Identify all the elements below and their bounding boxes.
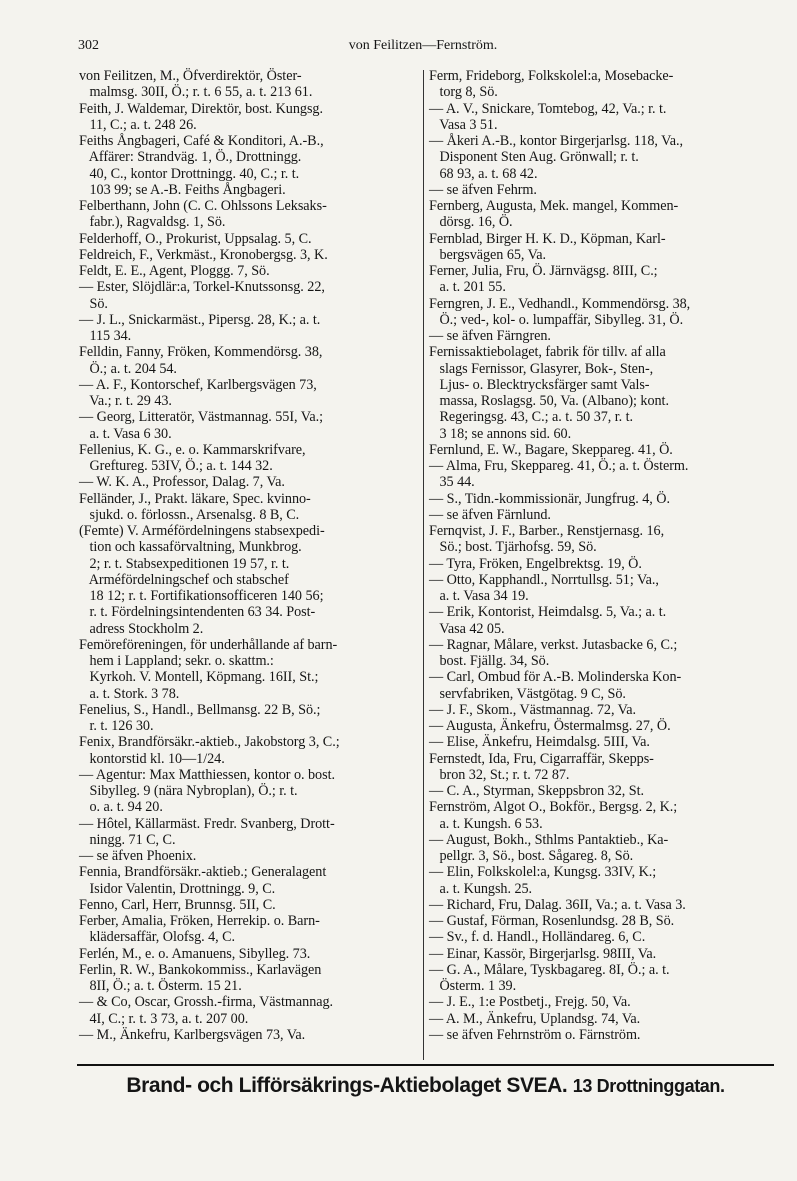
directory-entry-line: 2; r. t. Stabsexpeditionen 19 57, r. t. bbox=[79, 555, 290, 572]
footer-divider bbox=[77, 1064, 774, 1066]
directory-entry-line: o. a. t. 94 20. bbox=[79, 799, 163, 816]
directory-entry-line: Ferlén, M., e. o. Amanuens, Sibylleg. 73. bbox=[79, 945, 311, 962]
directory-entry-line: Vasa 42 05. bbox=[429, 620, 505, 637]
directory-entry-line: 68 93, a. t. 68 42. bbox=[429, 165, 538, 182]
directory-entry-line: bron 32, St.; r. t. 72 87. bbox=[429, 766, 570, 783]
directory-entry-line: — J. F., Skom., Västmannag. 72, Va. bbox=[429, 701, 637, 718]
directory-entry-line: — se äfven Fehrm. bbox=[429, 181, 537, 198]
directory-entry-line: r. t. Fördelningsintendenten 63 34. Post- bbox=[79, 604, 316, 621]
directory-entry-line: — se äfven Färngren. bbox=[429, 328, 551, 344]
directory-entry-line: — M., Änkefru, Karlbergsvägen 73, Va. bbox=[79, 1026, 306, 1043]
directory-entry-line: Fernberg, Augusta, Mek. mangel, Kommen- bbox=[429, 198, 679, 214]
page-header bbox=[78, 38, 768, 58]
directory-entry-line: Va.; r. t. 29 43. bbox=[79, 393, 172, 409]
directory-entry-line: — se äfven Färnlund. bbox=[429, 506, 551, 523]
directory-entry-line: a. t. 201 55. bbox=[429, 279, 506, 296]
directory-entry-line: hem i Lappland; sekr. o. skattm.: bbox=[79, 653, 274, 669]
directory-entry-line: — Georg, Litteratör, Västmannag. 55I, Va.; bbox=[79, 409, 323, 426]
directory-entry-line: — August, Bokh., Sthlms Pantaktieb., Ka- bbox=[429, 831, 669, 848]
directory-entry-line: malmsg. 30II, Ö.; r. t. 6 55, a. t. 213 61. bbox=[79, 84, 313, 101]
directory-entry-line: — S., Tidn.-kommissionär, Jungfrug. 4, Ö. bbox=[429, 490, 670, 507]
directory-entry-line: Regeringsg. 43, C.; a. t. 50 37, r. t. bbox=[429, 409, 634, 426]
directory-entry-line: Österm. 1 39. bbox=[429, 978, 517, 994]
directory-entry-line: 3 18; se annons sid. 60. bbox=[429, 425, 572, 442]
directory-entry-line: Femöreföreningen, för underhållande af barn- bbox=[79, 636, 338, 653]
directory-entry-line: Affärer: Strandväg. 1, Ö., Drottningg. bbox=[79, 149, 302, 166]
directory-entry-line: Sö.; bost. Tjärhofsg. 59, Sö. bbox=[429, 539, 597, 556]
footer-advert-address: 13 Drottninggatan. bbox=[572, 1076, 725, 1096]
directory-entry-line: Disponent Sten Aug. Grönwall; r. t. bbox=[429, 149, 639, 166]
directory-entry-line: Felldin, Fanny, Fröken, Kommendörsg. 38, bbox=[79, 344, 323, 361]
directory-entry-line: pellgr. 3, Sö., bost. Sågareg. 8, Sö. bbox=[429, 848, 634, 864]
footer-advert bbox=[77, 1074, 774, 1098]
directory-entry-line: — Hôtel, Källarmäst. Fredr. Svanberg, Drott- bbox=[79, 815, 335, 832]
page-number: 302 bbox=[78, 38, 99, 53]
directory-entry-line: bost. Fjällg. 34, Sö. bbox=[429, 653, 550, 669]
directory-entry-line: Fernqvist, J. F., Barber., Renstjernasg. 16, bbox=[429, 523, 665, 539]
directory-entry-line: Isidor Valentin, Drottningg. 9, C. bbox=[79, 880, 276, 897]
directory-entry-line: Feldt, E. E., Agent, Ploggg. 7, Sö. bbox=[79, 263, 270, 279]
directory-entry-line: — A. V., Snickare, Tomtebog, 42, Va.; r. t. bbox=[429, 100, 667, 117]
directory-entry-line: Fernstedt, Ida, Fru, Cigarraffär, Skepps- bbox=[429, 750, 654, 767]
directory-entry-line: — Carl, Ombud för A.-B. Molinderska Kon- bbox=[429, 669, 682, 686]
directory-entry-line: — Ester, Slöjdlär:a, Torkel-Knutssonsg. 22, bbox=[79, 279, 325, 296]
directory-entry-line: Feith, J. Waldemar, Direktör, bost. Kungsg. bbox=[79, 100, 323, 117]
directory-entry-line: Ferber, Amalia, Fröken, Herrekip. o. Barn- bbox=[79, 913, 320, 929]
left-column bbox=[79, 68, 419, 1043]
directory-entry-line: — Tyra, Fröken, Engelbrektsg. 19, Ö. bbox=[429, 555, 642, 572]
directory-entry-line: torg 8, Sö. bbox=[429, 84, 498, 101]
directory-entry-line: — Elise, Änkefru, Heimdalsg. 5III, Va. bbox=[429, 734, 650, 751]
right-column bbox=[429, 68, 775, 1043]
directory-entry-line: Fernlund, E. W., Bagare, Skeppareg. 41, Ö. bbox=[429, 441, 673, 458]
directory-entry-line: a. t. Kungsh. 25. bbox=[429, 880, 533, 897]
directory-entry-line: — Åkeri A.-B., kontor Birgerjarlsg. 118, Va., bbox=[429, 133, 684, 149]
directory-entry-line: — A. M., Änkefru, Uplandsg. 74, Va. bbox=[429, 1010, 641, 1027]
directory-entry-line: massa, Roslagsg. 50, Va. (Albano); kont. bbox=[429, 393, 669, 409]
directory-entry-line: — Sv., f. d. Handl., Holländareg. 6, C. bbox=[429, 929, 646, 946]
directory-entry-line: Fernström, Algot O., Bokför., Bergsg. 2, K.; bbox=[429, 799, 678, 816]
directory-entry-line: Arméfördelningschef och stabschef bbox=[79, 571, 289, 588]
directory-entry-line: — se äfven Fehrnström o. Färnström. bbox=[429, 1026, 641, 1043]
directory-entry-line: — Otto, Kapphandl., Norrtullsg. 51; Va., bbox=[429, 571, 659, 588]
directory-entry-line: klädersaffär, Olofsg. 4, C. bbox=[79, 929, 236, 946]
directory-entry-line: sjukd. o. förlossn., Arsenalsg. 8 B, C. bbox=[79, 506, 300, 523]
footer-advert-name: Brand- och Lifförsäkrings-Aktiebolaget SVEA. bbox=[126, 1074, 568, 1097]
directory-entry-line: Ö.; ved-, kol- o. lumpaffär, Sibylleg. 31, Ö. bbox=[429, 311, 684, 328]
directory-entry-line: a. t. Vasa 6 30. bbox=[79, 425, 172, 442]
directory-entry-line: Sibylleg. 9 (nära Nybroplan), Ö.; r. t. bbox=[79, 783, 298, 799]
directory-entry-line: — se äfven Phoenix. bbox=[79, 848, 197, 864]
directory-entry-line: Ferngren, J. E., Vedhandl., Kommendörsg. 38, bbox=[429, 295, 691, 312]
directory-entry-line: Fennia, Brandförsäkr.-aktieb.; Generalagent bbox=[79, 864, 327, 881]
directory-entry-line: r. t. 126 30. bbox=[79, 718, 154, 734]
directory-entry-line: (Femte) V. Arméfördelningens stabsexpedi- bbox=[79, 523, 325, 539]
directory-entry-line: — J. E., 1:e Postbetj., Frejg. 50, Va. bbox=[429, 994, 631, 1011]
directory-entry-line: — Alma, Fru, Skeppareg. 41, Ö.; a. t. Österm. bbox=[429, 458, 689, 474]
directory-entry-line: Vasa 3 51. bbox=[429, 116, 498, 133]
directory-entry-line: 103 99; se A.-B. Feiths Ångbageri. bbox=[79, 181, 286, 198]
directory-entry-line: Kyrkoh. V. Montell, Köpmang. 16II, St.; bbox=[79, 669, 319, 686]
directory-entry-line: Ferlin, R. W., Bankokommiss., Karlavägen bbox=[79, 961, 322, 978]
directory-entry-line: dörsg. 16, Ö. bbox=[429, 214, 513, 231]
directory-entry-line: — Ragnar, Målare, verkst. Jutasbacke 6, C.; bbox=[429, 636, 678, 653]
directory-entry-line: Ö.; a. t. 204 54. bbox=[79, 360, 177, 377]
directory-entry-line: Fernblad, Birger H. K. D., Köpman, Karl- bbox=[429, 230, 666, 247]
column-divider bbox=[423, 70, 424, 1060]
directory-entry-line: — W. K. A., Professor, Dalag. 7, Va. bbox=[79, 474, 285, 491]
directory-entry-line: tion och kassaförvaltning, Munkbrog. bbox=[79, 539, 302, 556]
directory-entry-line: 35 44. bbox=[429, 474, 475, 491]
directory-entry-line: — C. A., Styrman, Skeppsbron 32, St. bbox=[429, 783, 644, 799]
directory-entry-line: Feiths Ångbageri, Café & Konditori, A.-B., bbox=[79, 133, 324, 149]
directory-entry-line: Felderhoff, O., Prokurist, Uppsalag. 5, C. bbox=[79, 230, 312, 247]
directory-entry-line: a. t. Vasa 34 19. bbox=[429, 588, 529, 604]
directory-entry-line: Greftureg. 53IV, Ö.; a. t. 144 32. bbox=[79, 458, 273, 474]
directory-entry-line: ningg. 71 C, C. bbox=[79, 831, 176, 848]
directory-entry-line: Fenno, Carl, Herr, Brunnsg. 5II, C. bbox=[79, 896, 276, 913]
directory-entry-line: — Gustaf, Förman, Rosenlundsg. 28 B, Sö. bbox=[429, 913, 675, 929]
directory-entry-line: — A. F., Kontorschef, Karlbergsvägen 73, bbox=[79, 376, 317, 393]
directory-entry-line: 40, C., kontor Drottningg. 40, C.; r. t. bbox=[79, 165, 300, 182]
directory-entry-line: 11, C.; a. t. 248 26. bbox=[79, 116, 197, 133]
directory-entry-line: — Agentur: Max Matthiessen, kontor o. bost. bbox=[79, 766, 335, 783]
directory-entry-line: fabr.), Ragvaldsg. 1, Sö. bbox=[79, 214, 226, 231]
directory-entry-line: — Augusta, Änkefru, Östermalmsg. 27, Ö. bbox=[429, 718, 671, 734]
directory-entry-line: Felberthann, John (C. C. Ohlssons Leksaks- bbox=[79, 198, 327, 214]
directory-entry-line: Ljus- o. Blecktrycksfärger samt Vals- bbox=[429, 376, 650, 393]
directory-entry-line: von Feilitzen, M., Öfverdirektör, Öster- bbox=[79, 68, 302, 84]
directory-entry-line: bergsvägen 65, Va. bbox=[429, 246, 547, 263]
directory-entry-line: Feldreich, F., Verkmäst., Kronobergsg. 3, K. bbox=[79, 246, 328, 263]
directory-entry-line: a. t. Kungsh. 6 53. bbox=[429, 815, 543, 832]
directory-entry-line: — Elin, Folkskolel:a, Kungsg. 33IV, K.; bbox=[429, 864, 657, 881]
directory-entry-line: Ferner, Julia, Fru, Ö. Järnvägsg. 8III, C.; bbox=[429, 263, 658, 279]
directory-entry-line: slags Fernissor, Glasyrer, Bok-, Sten-, bbox=[429, 360, 654, 377]
directory-entry-line: servfabriken, Västgötag. 9 C, Sö. bbox=[429, 685, 626, 702]
directory-entry-line: Fellenius, K. G., e. o. Kammarskrifvare, bbox=[79, 441, 306, 458]
directory-entry-line: kontorstid kl. 10—1/24. bbox=[79, 750, 225, 767]
directory-entry-line: 115 34. bbox=[79, 328, 132, 344]
directory-entry-line: a. t. Stork. 3 78. bbox=[79, 685, 180, 702]
directory-entry-line: Fernissaktiebolaget, fabrik för tillv. af alla bbox=[429, 344, 666, 361]
directory-entry-line: — Richard, Fru, Dalag. 36II, Va.; a. t. Vasa 3. bbox=[429, 896, 686, 913]
directory-entry-line: Fenix, Brandförsäkr.-aktieb., Jakobstorg 3, C.; bbox=[79, 734, 340, 751]
directory-entry-line: — G. A., Målare, Tyskbagareg. 8I, Ö.; a. t. bbox=[429, 961, 670, 978]
directory-entry-line: — J. L., Snickarmäst., Pipersg. 28, K.; a. t. bbox=[79, 311, 321, 328]
directory-entry-line: — Einar, Kassör, Birgerjarlsg. 98III, Va. bbox=[429, 945, 657, 962]
directory-entry-line: adress Stockholm 2. bbox=[79, 620, 204, 637]
directory-entry-line: Ferm, Frideborg, Folkskolel:a, Mosebacke- bbox=[429, 68, 674, 84]
directory-entry-line: 8II, Ö.; a. t. Österm. 15 21. bbox=[79, 978, 242, 994]
directory-entry-line: Felländer, J., Prakt. läkare, Spec. kvinno- bbox=[79, 490, 311, 507]
directory-entry-line: 18 12; r. t. Fortifikationsofficeren 140 56; bbox=[79, 588, 324, 604]
directory-entry-line: 4I, C.; r. t. 3 73, a. t. 207 00. bbox=[79, 1010, 249, 1027]
directory-entry-line: — & Co, Oscar, Grossh.-firma, Västmannag. bbox=[79, 994, 334, 1011]
directory-entry-line: — Erik, Kontorist, Heimdalsg. 5, Va.; a. t. bbox=[429, 604, 667, 621]
directory-entry-line: Sö. bbox=[79, 295, 108, 312]
directory-entry-line: Fenelius, S., Handl., Bellmansg. 22 B, Sö.; bbox=[79, 701, 321, 718]
running-head: von Feilitzen—Fernström. bbox=[348, 38, 498, 53]
